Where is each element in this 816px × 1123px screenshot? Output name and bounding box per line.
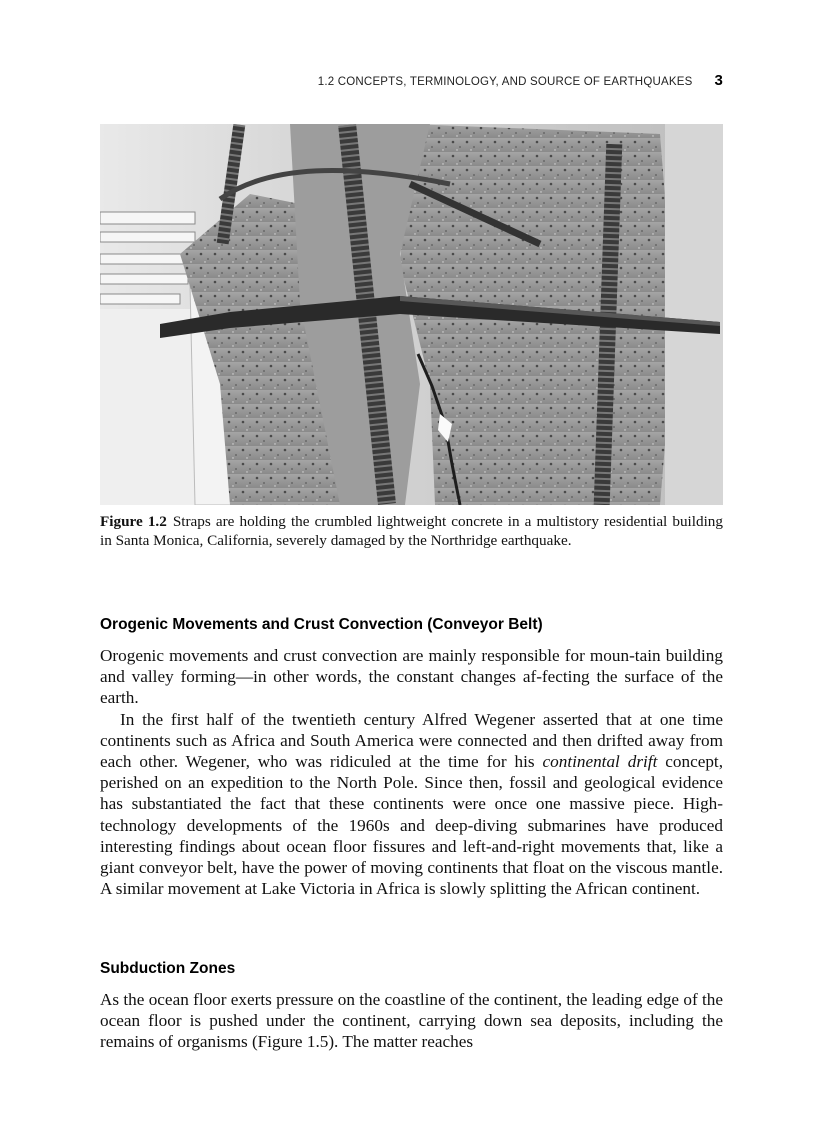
caption-text: Straps are holding the crumbled lightweight concrete in a multistory residential building in Santa Monica, California, severely damaged by the Northridge earthquake. xyxy=(100,513,723,549)
italic-term: continental drift xyxy=(542,752,658,772)
running-title: 1.2 CONCEPTS, TERMINOLOGY, AND SOURCE OF EARTHQUAKES xyxy=(317,76,693,88)
section-body-subduction xyxy=(100,989,723,1053)
running-header xyxy=(100,72,723,92)
section-heading-orogenic: Orogenic Movements and Crust Convection (Conveyor Belt) xyxy=(100,616,543,633)
page-number: 3 xyxy=(714,72,723,89)
paragraph xyxy=(100,709,723,900)
paragraph: Orogenic movements and crust convection are mainly responsible for moun-tain building and valley forming—in other words, the constant changes af-fecting the surface of the earth. xyxy=(100,646,723,708)
section-heading-subduction: Subduction Zones xyxy=(100,960,236,977)
paragraph-text: concept, perished on an expedition to the North Pole. Since then, fossil and geological evidence has substantiated the fact that these continents were once one massive piece. High-technology developments of the 1960s and deep-diving submarines have produced interesting findings about ocean floor fissures and left-and-right movements that, like a giant conveyor belt, have the power of moving continents that float on the viscous mantle. A similar movement at Lake Victoria in Africa is slowly splitting the African continent. xyxy=(100,752,723,899)
figure-label: Figure 1.2 xyxy=(100,513,167,530)
paragraph: As the ocean floor exerts pressure on the coastline of the continent, the leading edge of the ocean floor is pushed under the continent, carrying down sea deposits, including the remains of organisms (Figure 1.5). The matter reaches xyxy=(100,990,723,1052)
figure-caption xyxy=(100,512,723,550)
figure-photo xyxy=(100,124,723,505)
paragraph-text: In the first half of the twentieth century Alfred Wegener asserted that at one time continents such as Africa and South America were connected and then drifted away from each other. Wegener, who was ridiculed at the time for his xyxy=(100,709,723,772)
section-body-orogenic xyxy=(100,645,723,899)
